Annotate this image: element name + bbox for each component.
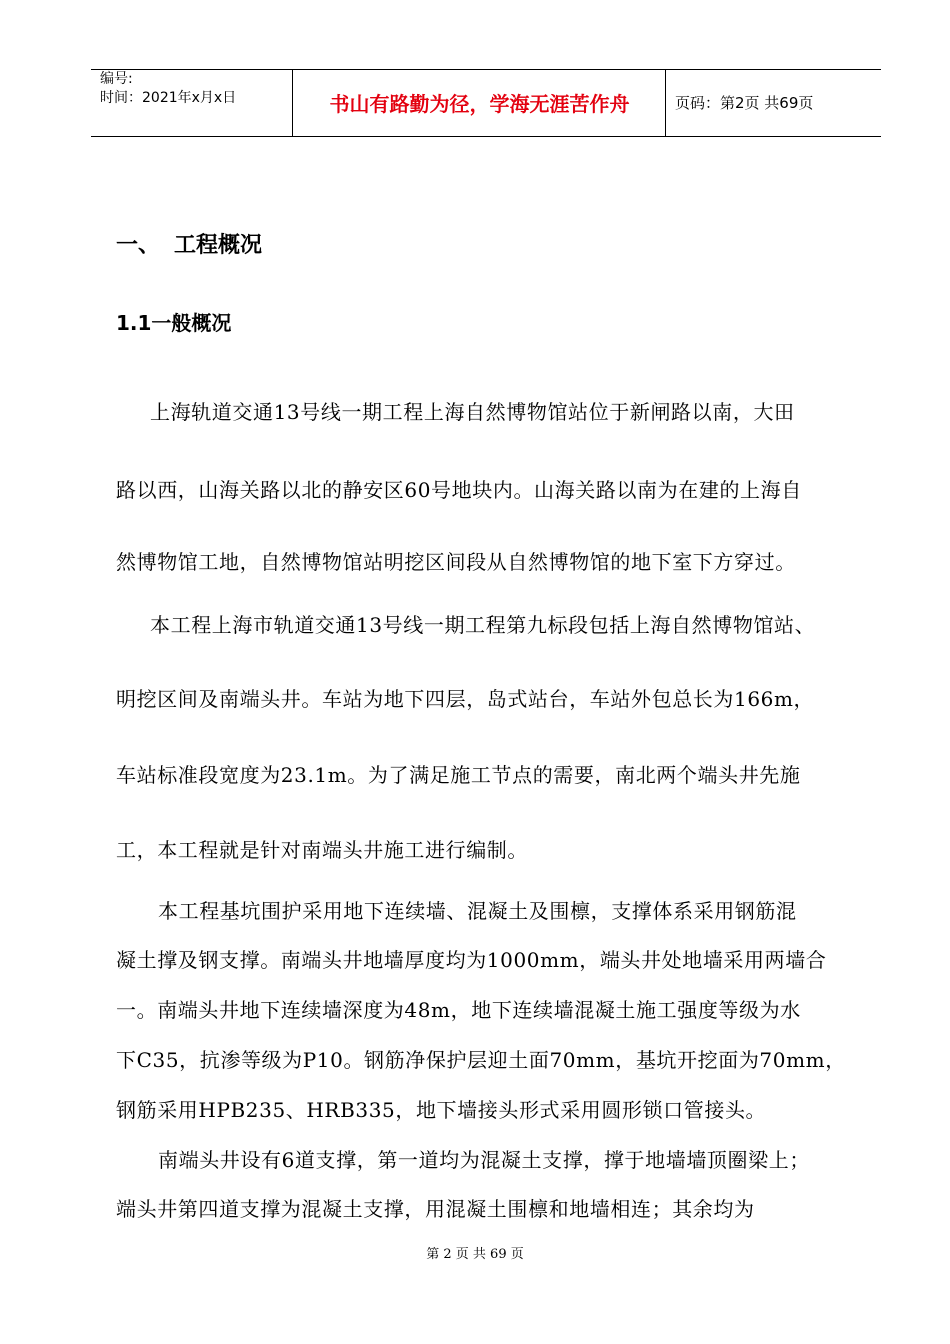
header-meta bbox=[100, 70, 236, 108]
subsection-heading: 1.1一般概况 bbox=[116, 311, 232, 335]
section-title: 工程概况 bbox=[174, 233, 263, 258]
section-heading bbox=[116, 231, 262, 261]
page-footer: 第 2 页 共 69 页 bbox=[426, 1247, 524, 1262]
section-number: 一、 bbox=[116, 233, 161, 258]
body-line: 一。南端头井地下连续墙深度为48m，地下连续墙混凝土施工强度等级为水 bbox=[116, 998, 801, 1022]
header-motto: 书山有路勤为径，学海无涯苦作舟 bbox=[329, 92, 630, 116]
body-line: 钢筋采用HPB235、HRB335，地下墙接头形式采用圆形锁口管接头。 bbox=[116, 1098, 767, 1122]
body-line: 下C35，抗渗等级为P10。钢筋净保护层迎土面70mm，基坑开挖面为70mm， bbox=[116, 1048, 846, 1072]
body-line: 凝土撑及钢支撑。南端头井地墙厚度均为1000mm，端头井处地墙采用两墙合 bbox=[116, 948, 827, 972]
body-line: 端头井第四道支撑为混凝土支撑，用混凝土围檩和地墙相连；其余均为 bbox=[116, 1197, 755, 1221]
body-line: 工，本工程就是针对南端头井施工进行编制。 bbox=[116, 838, 528, 862]
header-page-info: 页码：第2页 共69页 bbox=[675, 94, 814, 112]
header-divider-1 bbox=[292, 69, 293, 136]
body-line: 南端头井设有6道支撑，第一道均为混凝土支撑，撑于地墙墙顶圈梁上； bbox=[158, 1148, 810, 1172]
body-line: 明挖区间及南端头井。车站为地下四层，岛式站台，车站外包总长为166m， bbox=[116, 687, 815, 711]
header-divider-2 bbox=[665, 69, 666, 136]
body-line: 上海轨道交通13号线一期工程上海自然博物馆站位于新闸路以南，大田 bbox=[150, 400, 795, 424]
body-line: 车站标准段宽度为23.1m。为了满足施工节点的需要，南北两个端头井先施 bbox=[116, 763, 801, 787]
body-line: 然博物馆工地，自然博物馆站明挖区间段从自然博物馆的地下室下方穿过。 bbox=[116, 550, 796, 574]
header-time: 时间：2021年x月x日 bbox=[100, 90, 237, 106]
body-line: 本工程基坑围护采用地下连续墙、混凝土及围檩，支撑体系采用钢筋混 bbox=[158, 899, 797, 923]
body-line: 本工程上海市轨道交通13号线一期工程第九标段包括上海自然博物馆站、 bbox=[150, 613, 816, 637]
body-line: 路以西，山海关路以北的静安区60号地块内。山海关路以南为在建的上海自 bbox=[116, 478, 802, 502]
header-bottom-rule bbox=[91, 136, 881, 137]
header-number: 编号: bbox=[100, 71, 133, 87]
